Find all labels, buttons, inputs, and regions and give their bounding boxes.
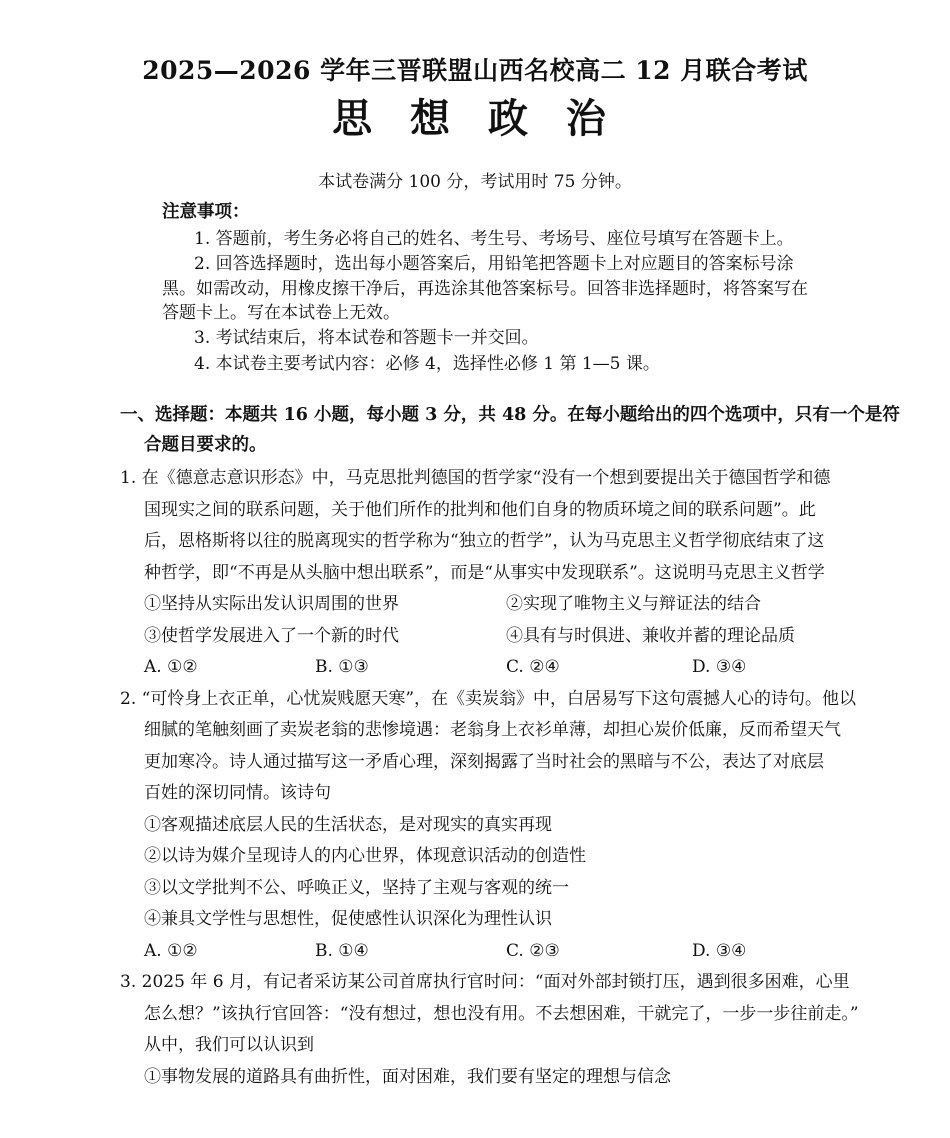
q1-option-a: A. ①② bbox=[144, 657, 198, 677]
q2-option-d: D. ③④ bbox=[692, 941, 747, 961]
q2-stem-line-3: 更加寒冷。诗人通过描写这一矛盾心理，深刻揭露了当时社会的黑暗与不公，表达了对底层 bbox=[144, 752, 824, 772]
q1-stem-line-4: 种哲学，即“不再是从头脑中想出联系”，而是“从事实中发现联系”。这说明马克思主义哲学 bbox=[144, 563, 825, 583]
notice-item-2-cont: 黑。如需改动，用橡皮擦干净后，再选涂其他答案标号。回答非选择题时，将答案写在 bbox=[162, 279, 808, 299]
q2-stem-line-4: 百姓的深切同情。该诗句 bbox=[144, 783, 331, 803]
q2-option-c: C. ②③ bbox=[506, 941, 560, 961]
q3-stem-line-2: 怎么想？”该执行官回答：“没有想过，想也没有用。不去想困难，干就完了，一步一步往前走。” bbox=[144, 1004, 859, 1024]
q2-statement-1: ①客观描述底层人民的生活状态，是对现实的真实再现 bbox=[144, 815, 552, 835]
notice-heading: 注意事项： bbox=[162, 202, 250, 222]
notice-item-3: 3. 考试结束后，将本试卷和答题卡一并交回。 bbox=[194, 328, 539, 348]
q3-statement-1: ①事物发展的道路具有曲折性，面对困难，我们要有坚定的理想与信念 bbox=[144, 1067, 671, 1087]
q2-statement-2: ②以诗为媒介呈现诗人的内心世界，体现意识活动的创造性 bbox=[144, 846, 586, 866]
q3-stem-line-3: 从中，我们可以认识到 bbox=[144, 1035, 314, 1055]
exam-info: 本试卷满分 100 分，考试用时 75 分钟。 bbox=[318, 172, 632, 192]
q1-statement-3: ③使哲学发展进入了一个新的时代 bbox=[144, 626, 399, 646]
q1-stem-line-3: 后，恩格斯将以往的脱离现实的哲学称为“独立的哲学”，认为马克思主义哲学彻底结束了这 bbox=[144, 531, 825, 551]
q1-stem-line-2: 国现实之间的联系问题，关于他们所作的批判和他们自身的物质环境之间的联系问题”。此 bbox=[144, 500, 816, 520]
q2-stem-line-2: 细腻的笔触刻画了卖炭老翁的悲惨境遇：老翁身上衣衫单薄，却担心炭价低廉，反而希望天气 bbox=[144, 720, 841, 740]
q1-statement-2: ②实现了唯物主义与辩证法的结合 bbox=[506, 594, 761, 614]
q2-statement-4: ④兼具文学性与思想性，促使感性认识深化为理性认识 bbox=[144, 909, 552, 929]
q1-statement-4: ④具有与时俱进、兼收并蓄的理论品质 bbox=[506, 626, 795, 646]
exam-title: 2025—2026 学年三晋联盟山西名校高二 12 月联合考试 bbox=[142, 56, 808, 85]
notice-item-4: 4. 本试卷主要考试内容：必修 4，选择性必修 1 第 1—5 课。 bbox=[194, 354, 660, 374]
notice-item-2: 2. 回答选择题时，选出每小题答案后，用铅笔把答题卡上对应题目的答案标号涂 bbox=[194, 254, 794, 274]
q1-option-b: B. ①③ bbox=[315, 657, 369, 677]
q2-statement-3: ③以文学批判不公、呼唤正义，坚持了主观与客观的统一 bbox=[144, 878, 569, 898]
subject-title: 思 想 政 治 bbox=[332, 95, 618, 142]
section-heading-cont: 合题目要求的。 bbox=[144, 435, 267, 455]
q1-stem-line-1: 1. 在《德意志意识形态》中，马克思批判德国的哲学家“没有一个想到要提出关于德国哲学和德 bbox=[120, 468, 831, 488]
q2-option-b: B. ①④ bbox=[315, 941, 369, 961]
notice-item-2-end: 答题卡上。写在本试卷上无效。 bbox=[162, 303, 400, 323]
q1-option-d: D. ③④ bbox=[692, 657, 747, 677]
notice-item-1: 1. 答题前，考生务必将自己的姓名、考生号、考场号、座位号填写在答题卡上。 bbox=[194, 229, 794, 249]
section-heading: 一、选择题：本题共 16 小题，每小题 3 分，共 48 分。在每小题给出的四个选项中，只有一个是符 bbox=[120, 405, 900, 425]
q1-option-c: C. ②④ bbox=[506, 657, 560, 677]
q1-statement-1: ①坚持从实际出发认识周围的世界 bbox=[144, 594, 399, 614]
q2-stem-line-1: 2. “可怜身上衣正单，心忧炭贱愿天寒”，在《卖炭翁》中，白居易写下这句震撼人心的诗句。他以 bbox=[120, 689, 857, 709]
q2-option-a: A. ①② bbox=[144, 941, 198, 961]
q3-stem-line-1: 3. 2025 年 6 月，有记者采访某公司首席执行官时问：“面对外部封锁打压，遇到很多困难，心里 bbox=[120, 972, 850, 992]
